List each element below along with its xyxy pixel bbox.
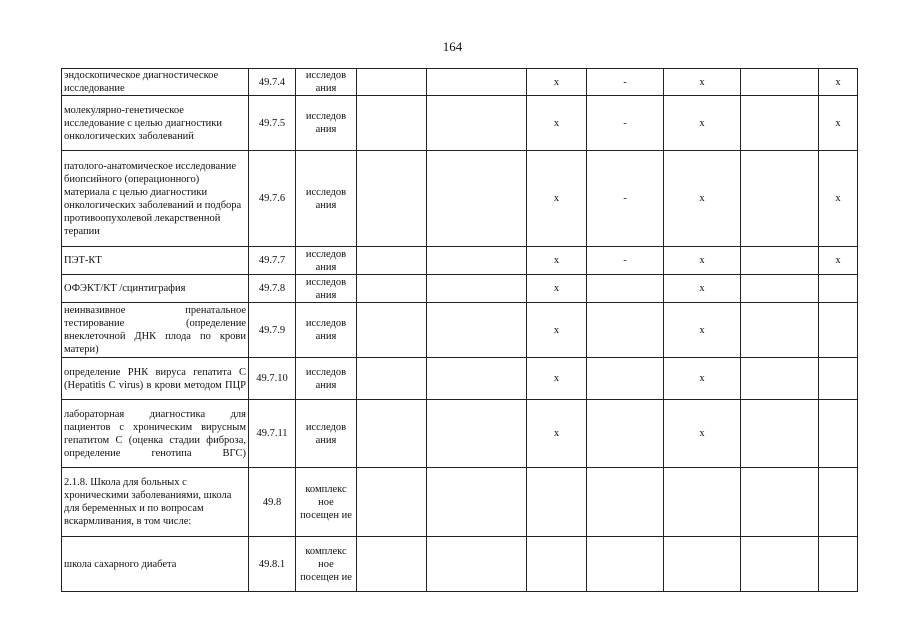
value-cell [819,468,858,537]
value-cell [587,275,664,303]
value-cell: х [664,303,741,358]
page-number: 164 [442,39,463,54]
value-cell: х [527,400,587,468]
service-name: патолого-анатомическое исследование биопсийного (операционного) материала с целью диагностики онкологических заболеваний и подбора противоопухолевой лекарственной терапии [62,151,249,247]
value-cell [357,247,427,275]
value-cell: х [527,303,587,358]
value-cell [357,96,427,151]
service-code: 49.7.4 [249,69,296,96]
value-cell: х [664,151,741,247]
value-cell: х [527,69,587,96]
service-code: 49.7.11 [249,400,296,468]
value-cell [357,358,427,400]
service-unit: комплекс ное посещен ие [296,468,357,537]
value-cell [741,468,819,537]
value-cell [741,537,819,592]
value-cell [427,96,527,151]
value-cell: х [527,96,587,151]
service-name: ОФЭКТ/КТ /сцинтиграфия [62,275,249,303]
service-unit: исследов ания [296,275,357,303]
service-name: эндоскопическое диагностическое исследование [62,69,249,96]
service-code: 49.7.9 [249,303,296,358]
service-code: 49.7.10 [249,358,296,400]
service-unit: исследов ания [296,247,357,275]
service-code: 49.8 [249,468,296,537]
value-cell [427,151,527,247]
value-cell [741,247,819,275]
service-name: определение РНК вируса гепатита C (Hepatitis C virus) в крови методом ПЦР [62,358,249,400]
value-cell: х [664,69,741,96]
value-cell [819,275,858,303]
service-name: молекулярно-генетическое исследование с целью диагностики онкологических заболеваний [62,96,249,151]
value-cell [741,275,819,303]
value-cell: х [819,69,858,96]
service-unit: исследов ания [296,69,357,96]
value-cell [587,400,664,468]
value-cell [819,400,858,468]
value-cell [741,400,819,468]
service-unit: исследов ания [296,303,357,358]
value-cell [741,151,819,247]
value-cell: х [664,247,741,275]
service-unit: комплекс ное посещен ие [296,537,357,592]
value-cell: х [819,151,858,247]
table-row [62,358,858,400]
value-cell [357,69,427,96]
value-cell [357,537,427,592]
value-cell [427,400,527,468]
service-name: 2.1.8. Школа для больных с хроническими заболеваниями, школа для беременных и по вопросам вскармливания, в том числе: [62,468,249,537]
table-row [62,303,858,358]
service-name: ПЭТ-КТ [62,247,249,275]
value-cell [427,275,527,303]
value-cell: - [587,247,664,275]
services-table [61,68,858,592]
service-unit: исследов ания [296,400,357,468]
value-cell [587,358,664,400]
value-cell: х [664,275,741,303]
service-unit: исследов ания [296,358,357,400]
value-cell [741,358,819,400]
service-code: 49.7.7 [249,247,296,275]
value-cell [427,247,527,275]
table-row [62,96,858,151]
value-cell [427,358,527,400]
value-cell [587,537,664,592]
value-cell: - [587,96,664,151]
value-cell [357,468,427,537]
table-row [62,400,858,468]
table-row [62,247,858,275]
value-cell: х [527,247,587,275]
value-cell [819,537,858,592]
value-cell [664,537,741,592]
value-cell [819,303,858,358]
table-row [62,468,858,537]
value-cell [357,151,427,247]
value-cell: х [819,247,858,275]
value-cell [527,537,587,592]
value-cell: х [527,151,587,247]
value-cell: х [819,96,858,151]
value-cell [427,537,527,592]
value-cell: х [664,96,741,151]
service-unit: исследов ания [296,96,357,151]
value-cell [587,303,664,358]
value-cell [741,303,819,358]
service-unit: исследов ания [296,151,357,247]
value-cell [357,400,427,468]
value-cell: - [587,69,664,96]
value-cell [819,358,858,400]
table-row [62,275,858,303]
value-cell [427,468,527,537]
service-code: 49.7.8 [249,275,296,303]
value-cell: - [587,151,664,247]
service-name: школа сахарного диабета [62,537,249,592]
value-cell [664,468,741,537]
value-cell: х [664,400,741,468]
value-cell [427,69,527,96]
table-row [62,151,858,247]
value-cell: х [664,358,741,400]
value-cell [427,303,527,358]
value-cell: х [527,275,587,303]
service-code: 49.8.1 [249,537,296,592]
value-cell [527,468,587,537]
value-cell [357,303,427,358]
value-cell [741,69,819,96]
service-name: лабораторная диагностика для пациентов с хроническим вирусным гепатитом C (оценка стадии фиброза, определение генотипа ВГС) [62,400,249,468]
service-code: 49.7.5 [249,96,296,151]
value-cell [587,468,664,537]
value-cell [357,275,427,303]
table-row [62,69,858,96]
service-name: неинвазивное пренатальное тестирование (определение внеклеточной ДНК плода по крови матери) [62,303,249,358]
table-row [62,537,858,592]
service-code: 49.7.6 [249,151,296,247]
value-cell: х [527,358,587,400]
value-cell [741,96,819,151]
